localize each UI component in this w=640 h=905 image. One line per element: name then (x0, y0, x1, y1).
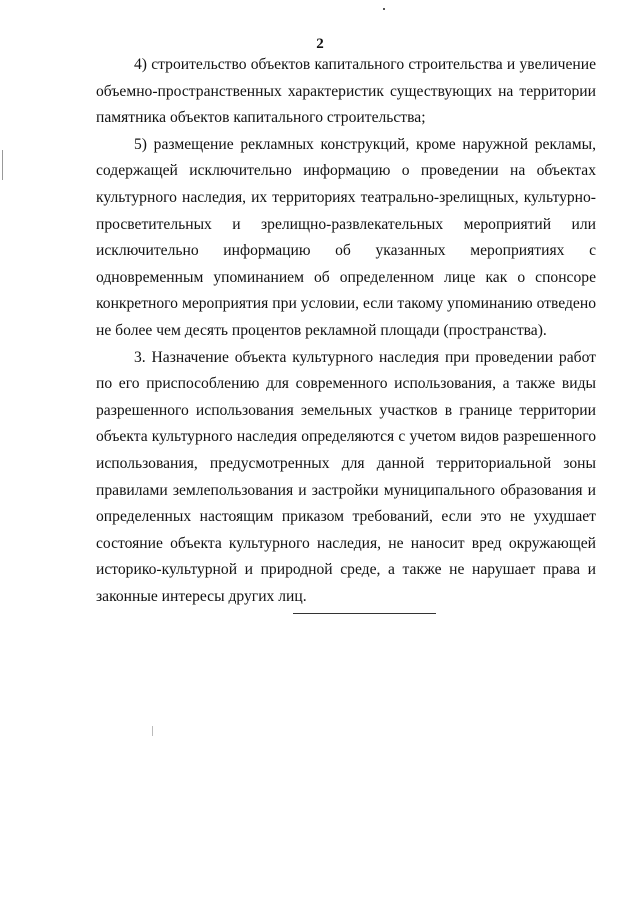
end-divider-line (293, 613, 436, 614)
document-body (96, 52, 596, 610)
scan-speck (383, 8, 385, 10)
scan-speck (152, 726, 153, 736)
paragraph-item-4: 4) строительство объектов капитального строительства и увеличение объемно-пространственных характеристик существующих на территории памятника объектов капитального строительства; (96, 56, 596, 127)
paragraph-clause-3: 3. Назначение объекта культурного наследия при проведении работ по его приспособлению для современного использования, а также виды разрешенного использования земельных участков в границе территории объекта культурного наследия определяются с учетом видов разрешенного использования, предусмотренных для данной территориальной зоны правилами землепользования и застройки муниципального образования и определенных настоящим приказом требований, если это не ухудшает состояние объекта культурного наследия, не наносит вред окружающей историко-культурной и природной среде, а также не нарушает права и законные интересы других лиц. (96, 348, 596, 605)
scan-edge-mark (2, 150, 3, 180)
page-number: 2 (316, 36, 324, 52)
paragraph-item-5: 5) размещение рекламных конструкций, кроме наружной рекламы, содержащей исключительно информацию о проведении на объектах культурного наследия, их территориях театрально-зрелищных, культурно-просветительных и зрелищно-развлекательных мероприятий или исключительно информацию об указанных мероприятиях с одновременным упоминанием об определенном лице как о спонсоре конкретного мероприятия при условии, если такому упоминанию отведено не более чем десять процентов рекламной площади (пространства). (96, 135, 596, 339)
